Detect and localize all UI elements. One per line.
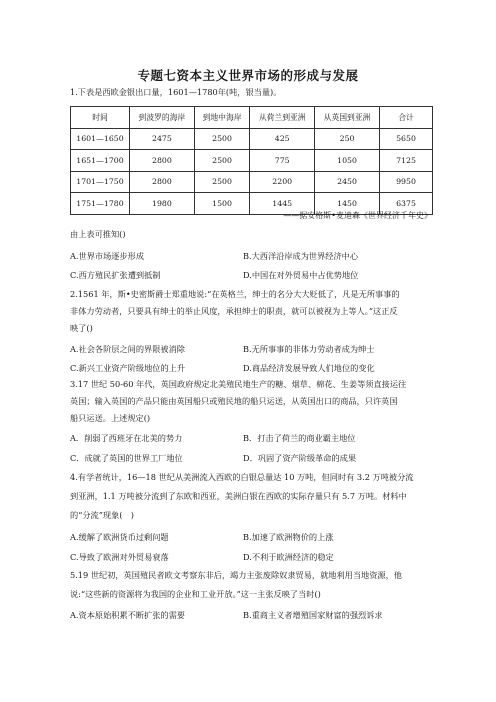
- table-header: 从荷兰到亚洲: [250, 107, 315, 129]
- option-c[interactable]: C.新兴工业资产阶级地位的上升: [70, 363, 186, 373]
- table-cell: 2200: [250, 171, 315, 193]
- table-header: 时间: [71, 107, 130, 129]
- q3-stem-line: 3.17 世纪 50-60 年代，英国政府规定北美殖民地生产的糖、烟草、棉花、生姜等须直接运往: [70, 379, 407, 389]
- table-cell: 250: [315, 128, 380, 150]
- table-header: 到地中海岸: [194, 107, 249, 129]
- table-row: [71, 171, 433, 193]
- q3-options-row-1: [70, 433, 440, 447]
- table-cell: 2800: [130, 171, 195, 193]
- option-a[interactable]: A.世界市场逐步形成: [70, 251, 145, 261]
- option-b[interactable]: B．打击了荷兰的商业霸主地位: [243, 433, 356, 443]
- table-cell: 1651—1700: [71, 150, 130, 172]
- option-d[interactable]: D．巩固了资产阶级革命的成果: [243, 453, 357, 463]
- table-cell: 2475: [130, 128, 195, 150]
- q1-options-row-1: [70, 251, 440, 265]
- table-header: 到波罗的海岸: [130, 107, 195, 129]
- q3-stem-line: 船只运送。上述规定(): [70, 413, 151, 423]
- q1-options-row-2: [70, 270, 440, 284]
- table-cell: 7125: [380, 150, 433, 172]
- option-a[interactable]: A．削弱了西班牙在北美的势力: [70, 433, 183, 443]
- table-cell: 5650: [380, 128, 433, 150]
- table-cell: 425: [250, 128, 315, 150]
- export-table: [70, 106, 433, 215]
- q5-options-row-1: [70, 610, 440, 624]
- table-header-row: [71, 107, 433, 129]
- table-cell: 2500: [194, 128, 249, 150]
- option-b[interactable]: B.重商主义者增殖国家财富的强烈诉求: [243, 610, 383, 620]
- table-header: 从英国到亚洲: [315, 107, 380, 129]
- option-b[interactable]: B.无所事事的非体力劳动者成为绅士: [243, 344, 375, 354]
- q5-stem-line: 说:“这些新的资源将为我国的企业和工业开放。”这一主张反映了当时(): [70, 589, 321, 599]
- q4-options-row-2: [70, 552, 440, 566]
- table-cell: 1500: [194, 193, 249, 215]
- q2-options-row-2: [70, 363, 440, 377]
- q4-stem-line: 到亚洲，1.1 万吨被分流到了东欧和西亚，美洲白银在西欧的实际存量只有 5.7 万吨。材料中: [70, 491, 407, 501]
- table-cell: 2800: [130, 150, 195, 172]
- table-cell: 1445: [250, 193, 315, 215]
- option-a[interactable]: A.资本原始积累不断扩张的需要: [70, 610, 185, 620]
- table-cell: 1050: [315, 150, 380, 172]
- table-cell: 9950: [380, 171, 433, 193]
- q2-stem-line: 2.1561 年，斯•史密斯爵士郑重地说:“在英格兰，绅士的名分大大贬低了，凡是无所事事的: [70, 289, 400, 299]
- option-a[interactable]: A.社会各阶层之间的界限被消除: [70, 344, 185, 354]
- table-cell: 2500: [194, 150, 249, 172]
- option-c[interactable]: C．成就了英国的世界工厂地位: [70, 453, 183, 463]
- q2-stem-line: 非体力劳动者，只要具有绅士的举止风度，承担绅士的职责，就可以被视为上等人。”这正反: [70, 306, 398, 316]
- table-cell: 1751—1780: [71, 193, 130, 215]
- q3-options-row-2: [70, 453, 440, 467]
- table-row: [71, 128, 433, 150]
- table-cell: 1701—1750: [71, 171, 130, 193]
- table-cell: 1450: [315, 193, 380, 215]
- option-d[interactable]: D.不利于欧洲经济的稳定: [243, 552, 334, 562]
- option-c[interactable]: C.导致了欧洲对外贸易衰落: [70, 552, 169, 562]
- q4-options-row-1: [70, 532, 440, 546]
- table-header: 合计: [380, 107, 433, 129]
- table-cell: 1601—1650: [71, 128, 130, 150]
- option-b[interactable]: B.大西洋沿岸成为世界经济中心: [243, 251, 359, 261]
- q2-stem-line: 映了(): [70, 323, 93, 333]
- q3-stem-line: 英国；输入英国的产品只能由英国船只或殖民地的船只运送，从英国出口的商品，只许英国: [70, 396, 398, 406]
- table-cell: 2450: [315, 171, 380, 193]
- q2-options-row-1: [70, 344, 440, 358]
- q5-stem-line: 5.19 世纪初，英国殖民者欧文考察东非后，竭力主张废除奴隶贸易，就地利用当地资源，他: [70, 570, 402, 580]
- table-row: [71, 150, 433, 172]
- q1-stem: 1.下表是西欧金银出口量，1601—1780年(吨，银当量)。: [70, 87, 282, 97]
- option-d[interactable]: D.中国在对外贸易中占优势地位: [243, 270, 359, 280]
- option-d[interactable]: D.商品经济发展导致人们地位的变化: [243, 363, 375, 373]
- table-cell: 2500: [194, 171, 249, 193]
- q4-stem-line: 4.有学者统计，16—18 世纪从美洲流入西欧的白银总量达 10 万吨，但同时有 3.2 万吨被分流: [70, 472, 414, 482]
- table-source: ——据安格斯•麦迪森《世界经济千年史》: [283, 211, 432, 220]
- option-b[interactable]: B.加速了欧洲物价的上涨: [243, 532, 334, 542]
- document-title: 专题七资本主义世界市场的形成与发展: [137, 68, 359, 83]
- option-c[interactable]: C.西方殖民扩张遭到抵制: [70, 270, 161, 280]
- table-cell: 1980: [130, 193, 195, 215]
- q1-question: 由上表可推知(): [70, 229, 126, 239]
- table-cell: 775: [250, 150, 315, 172]
- table-cell: 6375: [380, 193, 433, 215]
- q4-stem-line: 的“分流”现象( ): [70, 510, 134, 520]
- option-a[interactable]: A.缓解了欧洲货币过剩问题: [70, 532, 169, 542]
